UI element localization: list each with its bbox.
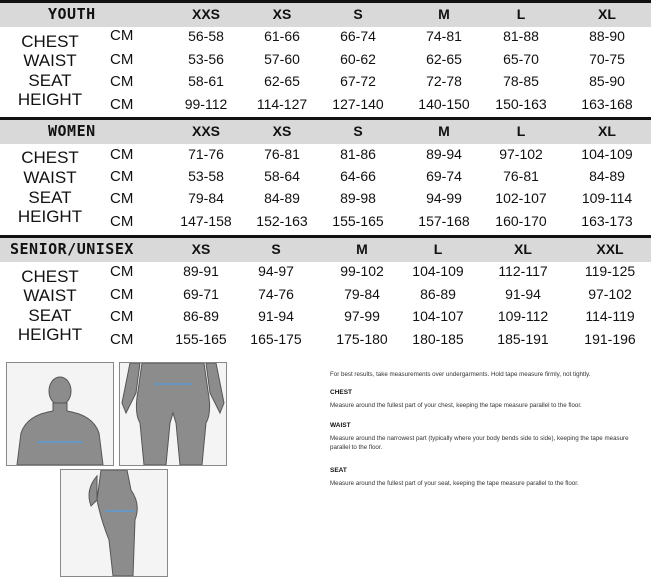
value-cell: 99-112 [184,96,228,112]
value-cell: 71-76 [188,146,224,162]
value-cell: 112-117 [498,263,548,279]
value-cell: 97-102 [499,146,543,162]
value-cell: 163-168 [581,96,633,112]
value-cell: 78-85 [503,73,539,89]
row-label-waist: WAIST [23,168,77,187]
unit-cm: CM [110,96,134,113]
value-cell: 61-66 [264,28,300,44]
chest-measure-figure [6,362,114,466]
value-cell: 97-102 [588,286,632,302]
size-header: S [353,6,363,22]
row-label-height: HEIGHT [17,207,83,226]
size-header: XS [191,241,211,257]
chest-note-title [330,388,648,397]
value-cell: 60-62 [340,51,376,67]
unit-cm: CM [110,286,134,303]
value-cell: 79-84 [344,286,380,302]
value-cell: 104-107 [412,308,464,324]
size-header: XL [598,123,616,139]
row-label-chest: CHEST [21,267,79,286]
value-cell: 53-56 [188,51,224,67]
value-cell: 109-112 [497,308,549,324]
size-header: XXL [596,241,624,257]
value-cell: 127-140 [332,96,384,112]
value-cell: 69-71 [183,286,219,302]
value-cell: 67-72 [340,73,376,89]
senior-title: SENIOR/UNISEX [10,240,134,258]
seat-note-heading: SEAT [330,467,347,474]
value-cell: 114-119 [585,308,635,324]
unit-cm: CM [110,263,134,280]
row-label-height: HEIGHT [17,325,83,344]
value-cell: 163-173 [581,213,633,229]
value-cell: 62-65 [264,73,300,89]
size-header: L [433,241,443,257]
value-cell: 152-163 [256,213,308,229]
value-cell: 53-58 [188,168,224,184]
waist-measure-figure [119,362,227,466]
value-cell: 81-86 [340,146,376,162]
waist-note-title [330,421,648,430]
size-header: L [516,123,526,139]
value-cell: 65-70 [503,51,539,67]
value-cell: 94-97 [258,263,294,279]
value-cell: 81-88 [503,28,539,44]
size-header: XXS [191,6,220,22]
waist-figure-icon [120,363,226,465]
row-label-waist: WAIST [23,51,77,70]
unit-cm: CM [110,146,134,163]
value-cell: 74-76 [258,286,294,302]
value-cell: 66-74 [340,28,376,44]
value-cell: 76-81 [264,146,300,162]
seat-figure-icon [61,470,167,576]
value-cell: 175-180 [336,331,388,347]
waist-note-heading: WAIST [330,422,351,429]
waist-note-text: Measure around the narrowest part (typically where your body bends side to side), keeping the tape measure parallel to the floor. [330,435,629,451]
value-cell: 74-81 [426,28,462,44]
value-cell: 56-58 [188,28,224,44]
value-cell: 91-94 [505,286,541,302]
size-header: XXS [191,123,220,139]
unit-cm: CM [110,73,134,90]
unit-cm: CM [110,308,134,325]
youth-title: YOUTH [48,5,96,23]
value-cell: 160-170 [495,213,547,229]
row-label-chest: CHEST [21,148,79,167]
value-cell: 97-99 [344,308,380,324]
value-cell: 69-74 [426,168,462,184]
value-cell: 180-185 [412,331,464,347]
value-cell: 191-196 [584,331,636,347]
value-cell: 104-109 [581,146,633,162]
size-header: S [271,241,281,257]
value-cell: 102-107 [495,190,547,206]
value-cell: 86-89 [183,308,219,324]
size-header: XS [272,123,292,139]
size-header: M [438,123,450,139]
value-cell: 57-60 [264,51,300,67]
unit-cm: CM [110,190,134,207]
row-label-height: HEIGHT [17,90,83,109]
value-cell: 165-175 [250,331,302,347]
size-header: XS [272,6,292,22]
value-cell: 88-90 [589,28,625,44]
value-cell: 84-89 [264,190,300,206]
size-header: M [356,241,368,257]
chest-note-heading: CHEST [330,389,353,396]
size-header: M [438,6,450,22]
unit-cm: CM [110,168,134,185]
value-cell: 70-75 [589,51,625,67]
chest-figure-icon [7,363,113,465]
size-header: S [353,123,363,139]
value-cell: 114-127 [256,96,308,112]
value-cell: 157-168 [418,213,470,229]
value-cell: 89-91 [183,263,219,279]
value-cell: 91-94 [258,308,294,324]
value-cell: 119-125 [584,263,636,279]
value-cell: 76-81 [503,168,539,184]
value-cell: 64-66 [340,168,376,184]
unit-cm: CM [110,51,134,68]
value-cell: 185-191 [497,331,549,347]
value-cell: 89-94 [426,146,462,162]
value-cell: 72-78 [426,73,462,89]
value-cell: 84-89 [589,168,625,184]
value-cell: 155-165 [332,213,384,229]
senior-header [0,235,651,262]
value-cell: 94-99 [426,190,462,206]
row-label-seat: SEAT [28,71,72,90]
seat-note-text: Measure around the fullest part of your seat, keeping the tape measure parallel to the floor. [330,480,579,487]
row-label-waist: WAIST [23,286,77,305]
row-label-chest: CHEST [21,32,79,51]
youth-header [0,0,651,27]
value-cell: 58-61 [188,73,224,89]
measure-intro: For best results, take measurements over undergarments. Hold tape measure firmly, not tightly. [330,371,591,378]
value-cell: 109-114 [581,190,633,206]
value-cell: 62-65 [426,51,462,67]
unit-cm: CM [110,331,134,348]
size-header: L [516,6,526,22]
seat-measure-figure [60,469,168,577]
row-label-seat: SEAT [28,306,72,325]
women-title: WOMEN [48,122,96,140]
chest-note-text: Measure around the fullest part of your chest, keeping the tape measure parallel to the floor. [330,402,582,409]
size-header: XL [598,6,616,22]
unit-cm: CM [110,27,134,44]
value-cell: 85-90 [589,73,625,89]
size-header: XL [514,241,532,257]
value-cell: 79-84 [188,190,224,206]
value-cell: 86-89 [420,286,456,302]
value-cell: 58-64 [264,168,300,184]
value-cell: 104-109 [412,263,464,279]
value-cell: 140-150 [418,96,470,112]
value-cell: 147-158 [180,213,232,229]
value-cell: 155-165 [175,331,227,347]
women-header [0,117,651,144]
value-cell: 99-102 [340,263,384,279]
value-cell: 150-163 [495,96,547,112]
seat-note-title [330,466,648,475]
unit-cm: CM [110,213,134,230]
row-label-seat: SEAT [28,188,72,207]
value-cell: 89-98 [340,190,376,206]
